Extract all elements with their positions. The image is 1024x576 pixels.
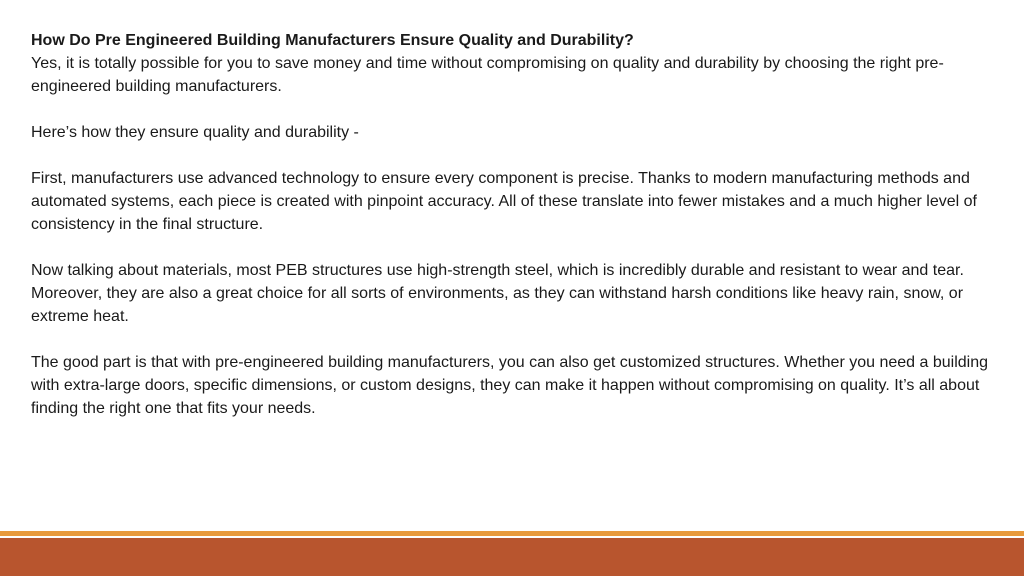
footer-bar <box>0 538 1024 576</box>
paragraph-intro: Yes, it is totally possible for you to save money and time without compromising on quality and durability by choosing the right pre-engineered building manufacturers. <box>31 55 944 95</box>
slide-body <box>31 29 991 443</box>
paragraph-technology: First, manufacturers use advanced technology to ensure every component is precise. Thanks to modern manufacturing methods and automated systems, each piece is created with pinpoint accuracy. All of these translate into fewer mistakes and a much higher level of consistency in the final structure. <box>31 170 977 233</box>
footer-accent-stripe <box>0 531 1024 536</box>
slide-heading: How Do Pre Engineered Building Manufacturers Ensure Quality and Durability? <box>31 32 634 49</box>
paragraph-lead-in: Here’s how they ensure quality and durability - <box>31 124 359 141</box>
paragraph-customization: The good part is that with pre-engineered building manufacturers, you can also get customized structures. Whether you need a building with extra-large doors, specific dimensions, or custom designs, they can make it happen without compromising on quality. It’s all about finding the right one that fits your needs. <box>31 354 988 417</box>
paragraph-materials: Now talking about materials, most PEB structures use high-strength steel, which is incredibly durable and resistant to wear and tear. Moreover, they are also a great choice for all sorts of environments, as they can withstand harsh conditions like heavy rain, snow, or extreme heat. <box>31 262 964 325</box>
